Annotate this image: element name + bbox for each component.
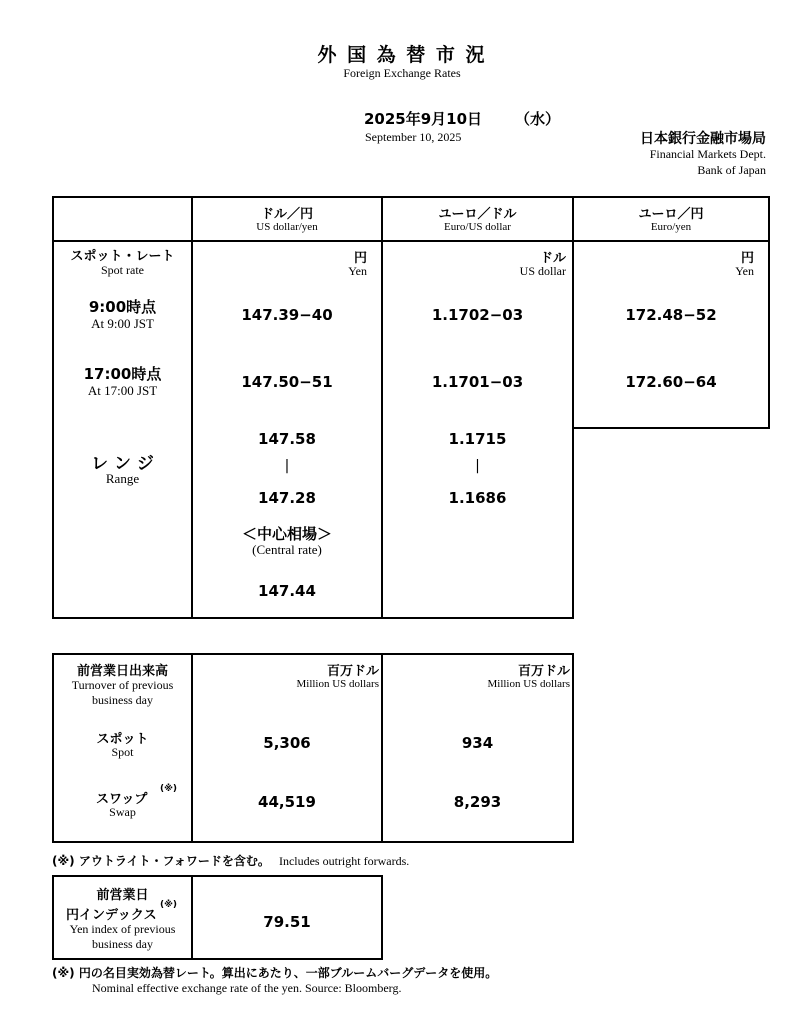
range-usdjpy-low: 147.28	[258, 489, 316, 507]
time-900-label: 9:00時点	[88, 298, 157, 316]
rate-1700-usdjpy: 147.50−51	[241, 373, 333, 391]
central-rate-label-en: (Central rate)	[252, 542, 322, 557]
rate-900-eurusd: 1.1702−03	[431, 306, 524, 324]
yen-index-title-en-2: business day	[92, 937, 153, 951]
yen-index-title-en-1: Yen index of previous	[69, 922, 176, 936]
footnote-swap	[52, 850, 409, 869]
rate-900-usdjpy: 147.39−40	[241, 306, 333, 324]
turnover-unit-usdjpy: 百万ドル	[326, 664, 379, 679]
time-1700-label: 17:00時点	[83, 365, 162, 383]
central-rate-label: ＜中心相場＞	[241, 525, 332, 543]
col-eurjpy-header-en: Euro/yen	[650, 221, 692, 233]
unit-eurjpy-en: Yen	[735, 264, 754, 278]
turnover-spot-label-en: Spot	[111, 745, 134, 759]
range-label: レ ン ジ	[91, 454, 154, 474]
footnote-yen-index-en: Nominal effective exchange rate of the yen. Source: Bloomberg.	[92, 981, 402, 995]
turnover-unit-usdjpy-en: Million US dollars	[296, 678, 379, 690]
range-usdjpy-separator: |	[284, 458, 290, 474]
rate-1700-eurusd: 1.1701−03	[431, 373, 524, 391]
col-usdjpy-header: ドル／円	[260, 207, 313, 222]
range-eurusd-separator: |	[475, 458, 480, 474]
range-eurusd-low: 1.1686	[448, 489, 507, 507]
turnover-swap-mark: (※)	[160, 784, 177, 794]
turnover-title-en-1: Turnover of previous	[71, 678, 174, 692]
dept-name: 日本銀行金融市場局	[640, 131, 766, 147]
report-weekday: （水）	[515, 110, 561, 128]
unit-usdjpy: 円	[353, 251, 367, 266]
report-date-en: September 10, 2025	[365, 130, 462, 144]
yen-index-title-2: 円インデックス	[66, 908, 157, 923]
unit-eurusd-en: US dollar	[519, 264, 566, 278]
range-label-en: Range	[105, 471, 140, 486]
bank-name: Bank of Japan	[697, 163, 766, 177]
central-rate-value: 147.44	[258, 582, 316, 600]
report-date: 2025年9月10日	[364, 110, 483, 128]
turnover-title: 前営業日出来高	[76, 664, 168, 679]
turnover-unit-eurusd: 百万ドル	[517, 664, 570, 679]
yen-index-mark: (※)	[160, 900, 177, 910]
page-title: 外 国 為 替 市 況	[317, 44, 487, 66]
spot-rate-label: スポット・レート	[70, 249, 175, 264]
dept-name-en: Financial Markets Dept.	[649, 147, 766, 161]
time-1700-label-en: At 17:00 JST	[87, 383, 158, 398]
footnote-swap-jp: (※) アウトライト・フォワードを含む。	[52, 854, 270, 868]
page-subtitle: Foreign Exchange Rates	[343, 66, 461, 80]
yen-index-title-1: 前営業日	[96, 888, 149, 903]
range-usdjpy-high: 147.58	[258, 430, 316, 448]
col-eurusd-header-en: Euro/US dollar	[444, 221, 511, 233]
turnover-swap-label: スワップ	[96, 792, 148, 807]
unit-usdjpy-en: Yen	[348, 264, 367, 278]
turnover-unit-eurusd-en: Million US dollars	[487, 678, 570, 690]
yen-index-value: 79.51	[263, 913, 311, 931]
rate-1700-eurjpy: 172.60−64	[625, 373, 717, 391]
col-eurusd-header: ユーロ／ドル	[438, 207, 517, 222]
turnover-swap-usdjpy: 44,519	[258, 793, 316, 811]
col-usdjpy-header-en: US dollar/yen	[256, 221, 318, 233]
unit-eurusd: ドル	[539, 251, 566, 266]
turnover-swap-eurusd: 8,293	[453, 793, 502, 811]
footnote-swap-en: Includes outright forwards.	[278, 854, 410, 868]
turnover-title-en-2: business day	[92, 693, 153, 707]
time-900-label-en: At 9:00 JST	[91, 316, 154, 331]
turnover-spot-eurusd: 934	[461, 734, 494, 752]
col-eurjpy-header: ユーロ／円	[638, 207, 704, 222]
spot-rate-label-en: Spot rate	[101, 263, 144, 277]
turnover-spot-label: スポット	[96, 732, 149, 747]
unit-eurjpy: 円	[740, 251, 754, 266]
turnover-swap-label-en: Swap	[109, 805, 136, 819]
footnote-yen-index-jp: (※) 円の名目実効為替レート。算出にあたり、一部ブルームバーグデータを使用。	[52, 966, 498, 980]
range-eurusd-high: 1.1715	[448, 430, 507, 448]
turnover-spot-usdjpy: 5,306	[263, 734, 311, 752]
rate-900-eurjpy: 172.48−52	[625, 306, 717, 324]
